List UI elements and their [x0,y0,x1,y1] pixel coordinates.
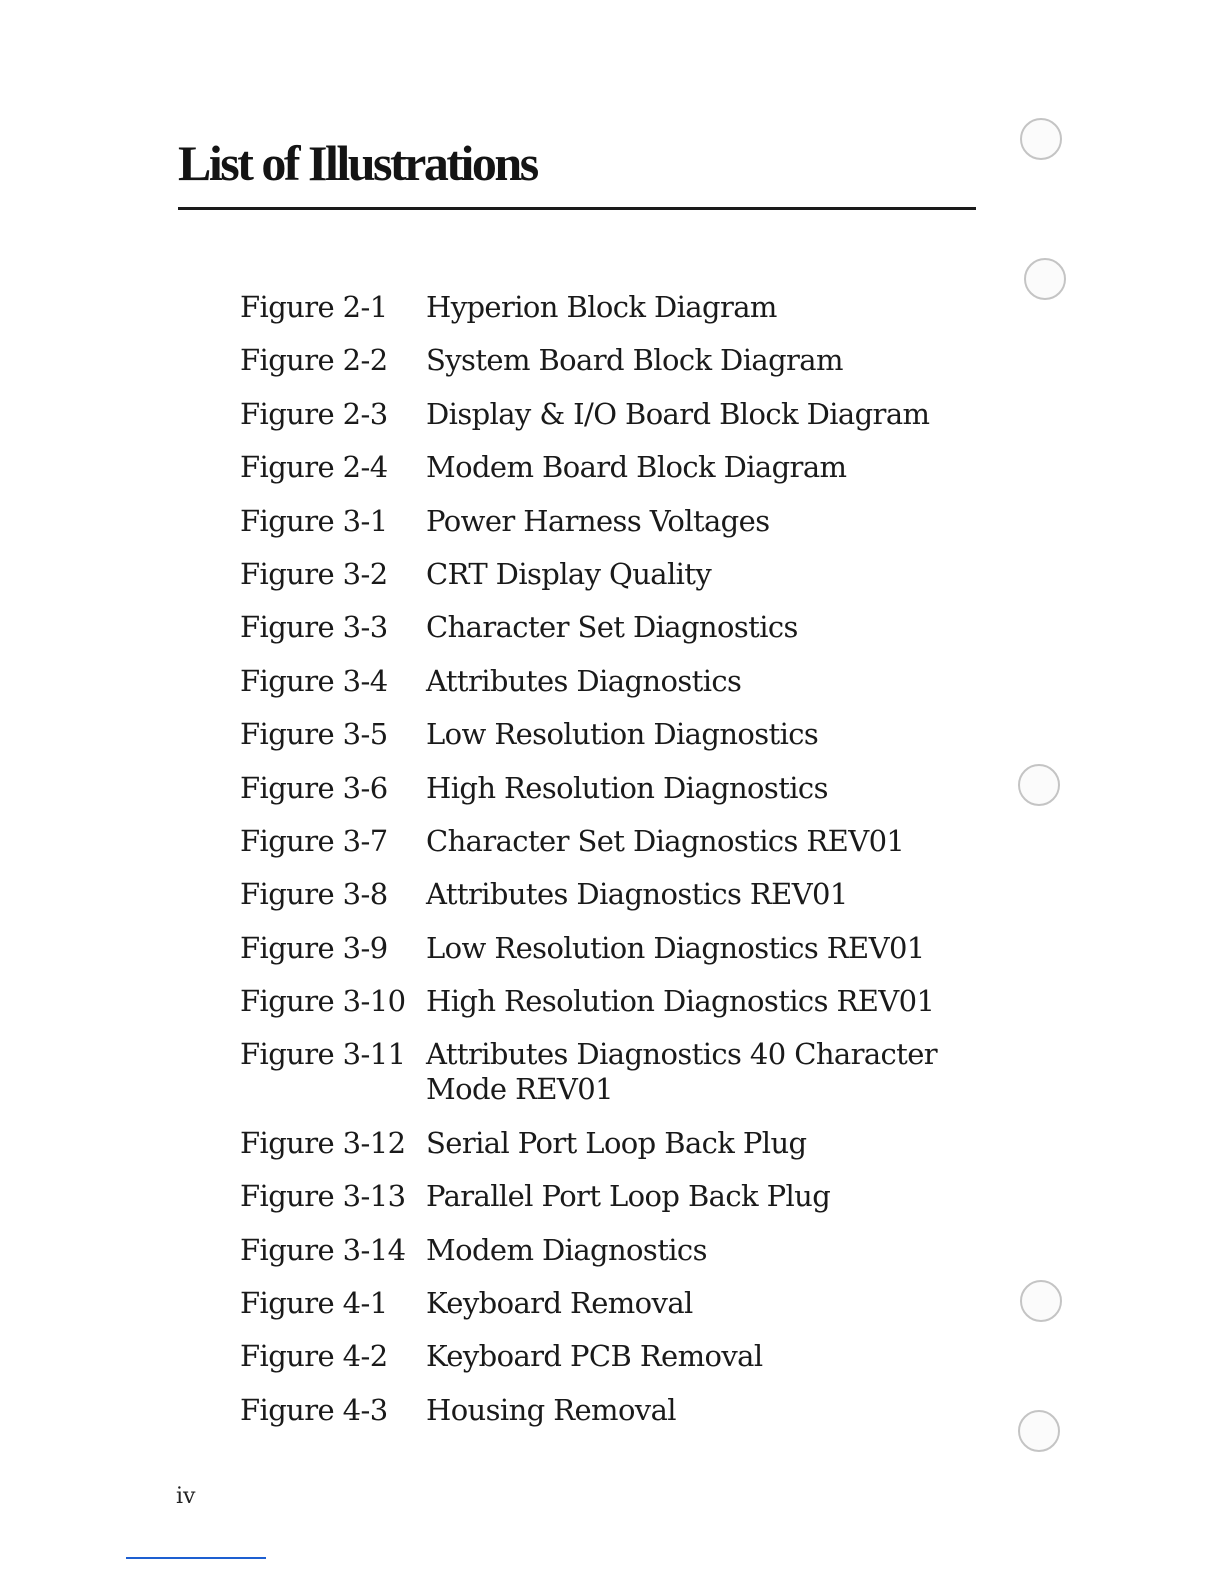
figure-entry [240,824,960,859]
figure-entry [240,610,960,645]
figure-title: Modem Diagnostics [426,1232,707,1267]
figure-title: Attributes Diagnostics REV01 [426,877,848,912]
figure-entry [240,450,960,485]
figure-entry [240,931,960,966]
figure-entry [240,771,960,806]
figure-title: Attributes Diagnostics [426,663,742,698]
figure-title: Low Resolution Diagnostics REV01 [426,930,925,965]
figure-entry [240,1339,960,1374]
figure-number: Figure 3-8 [240,877,388,912]
figure-entry [240,1126,960,1161]
figure-number: Figure 2-2 [240,343,388,378]
figure-entry [240,343,960,378]
figure-number: Figure 3-5 [240,717,388,752]
figure-title: Attributes Diagnostics 40 Character Mode REV01 [426,1037,938,1107]
punch-hole-1 [1020,118,1062,160]
figure-number: Figure 3-10 [240,984,406,1019]
punch-hole-5 [1018,1410,1060,1452]
figure-title: Character Set Diagnostics [426,610,798,645]
figure-entry [240,1233,960,1268]
figure-title: High Resolution Diagnostics [426,770,828,805]
figure-title: Keyboard Removal [426,1286,693,1321]
figure-number: Figure 3-13 [240,1179,406,1214]
figure-number: Figure 3-2 [240,556,388,591]
figure-entry [240,504,960,539]
figure-title: Keyboard PCB Removal [426,1339,763,1374]
figure-entry [240,984,960,1019]
figure-title: Serial Port Loop Back Plug [426,1125,807,1160]
figure-number: Figure 3-9 [240,930,388,965]
figure-number: Figure 3-4 [240,663,388,698]
figure-number: Figure 2-1 [240,290,388,324]
figure-number: Figure 3-7 [240,823,388,858]
figure-number: Figure 3-14 [240,1232,406,1267]
footer-line [126,1557,266,1559]
figure-entry [240,1179,960,1214]
figure-title: CRT Display Quality [426,556,712,591]
figure-title: Parallel Port Loop Back Plug [426,1179,831,1214]
punch-hole-2 [1024,258,1066,300]
figure-number: Figure 3-3 [240,610,388,645]
figure-title: Display & I/O Board Block Diagram [426,396,930,431]
figure-number: Figure 4-1 [240,1286,388,1321]
figure-title: Housing Removal [426,1392,676,1427]
figure-entry [240,557,960,592]
figure-title: High Resolution Diagnostics REV01 [426,984,935,1019]
figure-title: Hyperion Block Diagram [426,290,777,324]
figure-number: Figure 4-2 [240,1339,388,1374]
figure-number: Figure 3-12 [240,1125,406,1160]
figure-entry [240,877,960,912]
figure-number: Figure 2-3 [240,396,388,431]
figure-number: Figure 3-1 [240,503,388,538]
figure-entry [240,717,960,752]
figure-title: System Board Block Diagram [426,343,843,378]
figure-entry [240,290,960,325]
figure-entry [240,1286,960,1321]
punch-hole-4 [1020,1280,1062,1322]
page-title: List of Illustrations [178,135,537,191]
figure-title: Low Resolution Diagnostics [426,717,819,752]
figure-title: Modem Board Block Diagram [426,450,847,485]
figure-title: Character Set Diagnostics REV01 [426,823,905,858]
figure-list [240,290,960,1446]
figure-title: Power Harness Voltages [426,503,770,538]
figure-number: Figure 3-11 [240,1037,406,1072]
title-rule [178,207,976,210]
figure-entry [240,1037,960,1107]
punch-hole-3 [1018,764,1060,806]
figure-entry [240,397,960,432]
figure-number: Figure 3-6 [240,770,388,805]
figure-entry [240,664,960,699]
page-number: iv [176,1484,196,1509]
figure-number: Figure 4-3 [240,1392,388,1427]
figure-entry [240,1393,960,1428]
figure-number: Figure 2-4 [240,450,388,485]
